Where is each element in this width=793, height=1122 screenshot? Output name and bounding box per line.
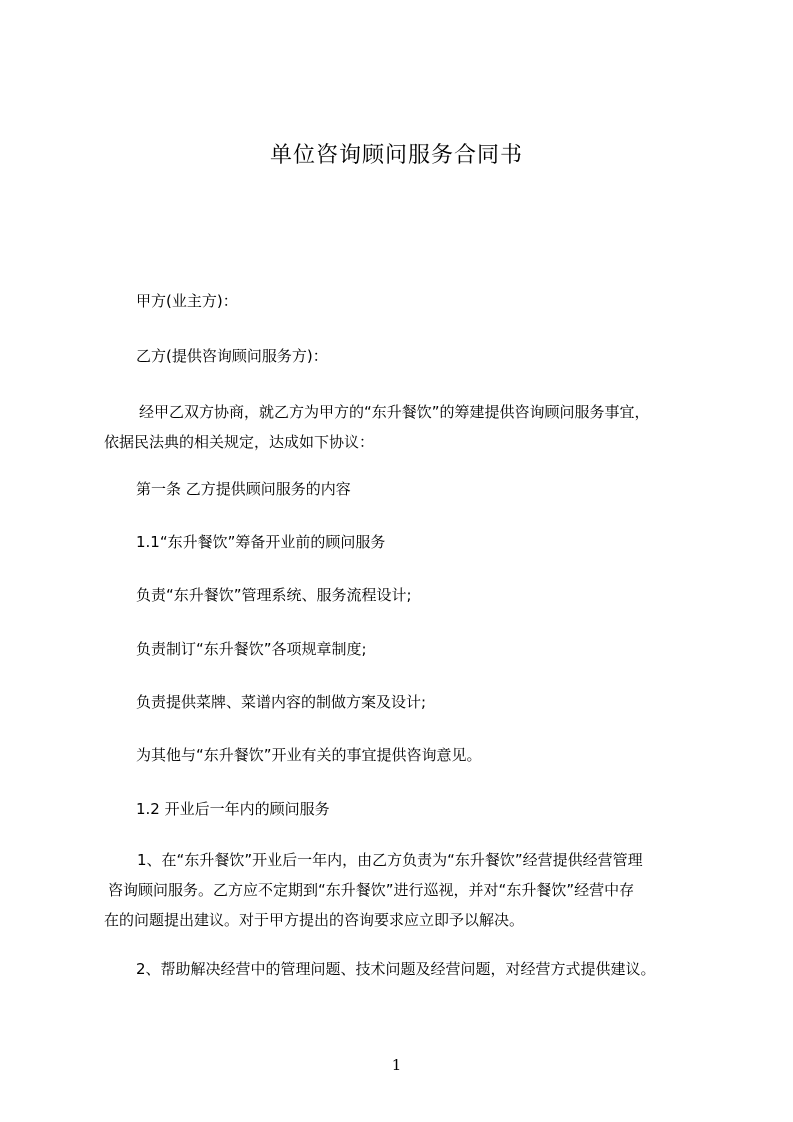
- page-number: 1: [391, 1056, 402, 1074]
- clause-1-line-3: 在的问题提出建议。对于甲方提出的咨询要求应立即予以解决。: [104, 911, 525, 929]
- pre-opening-item-1: 负责“东升餐饮”管理系统、服务流程设计;: [136, 586, 412, 604]
- pre-opening-item-3: 负责提供菜牌、菜谱内容的制做方案及设计;: [136, 693, 427, 711]
- pre-opening-item-4: 为其他与“东升餐饮”开业有关的事宜提供咨询意见。: [136, 746, 482, 764]
- document-title: 单位咨询顾问服务合同书: [269, 143, 523, 168]
- preamble-line-2: 依据民法典的相关规定，达成如下协议：: [104, 433, 375, 451]
- clause-1-paragraph: [104, 845, 704, 935]
- preamble-line-1: 经甲乙双方协商，就乙方为甲方的“东升餐饮”的筹建提供咨询顾问服务事宜，: [139, 403, 650, 421]
- clause-1-line-2: 咨询顾问服务。乙方应不定期到“东升餐饮”进行巡视，并对“东升餐饮”经营中存: [108, 881, 635, 899]
- section-1-1-heading: 1.1“东升餐饮”筹备开业前的顾问服务: [136, 533, 386, 551]
- article-1-heading: 第一条 乙方提供顾问服务的内容: [136, 480, 351, 498]
- party-a-line: 甲方(业主方)：: [136, 292, 238, 310]
- clause-2-line: 2、帮助解决经营中的管理问题、技术问题及经营问题，对经营方式提供建议。: [136, 960, 656, 978]
- party-b-line: 乙方(提供咨询顾问服务方)：: [136, 347, 328, 365]
- clause-1-line-1: 1、在“东升餐饮”开业后一年内，由乙方负责为“东升餐饮”经营提供经营管理: [137, 851, 643, 869]
- section-1-2-heading: 1.2 开业后一年内的顾问服务: [136, 800, 330, 818]
- pre-opening-item-2: 负责制订“东升餐饮”各项规章制度;: [136, 640, 367, 658]
- preamble-paragraph: [104, 397, 704, 457]
